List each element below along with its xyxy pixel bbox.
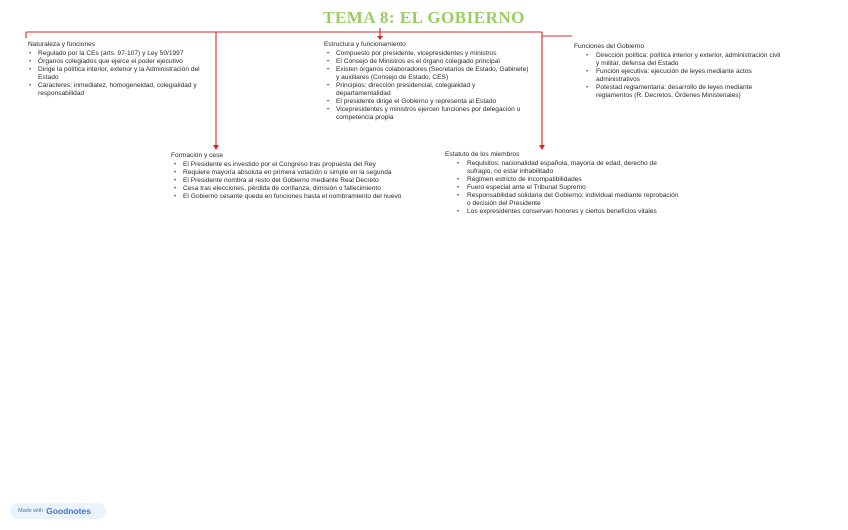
badge-prefix: Made with [18, 508, 44, 514]
item-list [171, 161, 426, 201]
list-item: • Régimen estricto de incompatibilidades [467, 176, 681, 184]
list-item: • El Presidente nombra al resto del Gobierno mediante Real Decreto [183, 177, 426, 185]
list-item: • Función ejecutiva: ejecución de leyes mediante actos administrativos [596, 68, 784, 84]
arrowhead-title [377, 36, 383, 40]
list-item: • Fuero especial ante el Tribunal Supremo [467, 184, 681, 192]
made-with-goodnotes-badge[interactable] [10, 503, 106, 519]
list-item: • Principios: dirección presidencial, colegialidad y departamentalidad [336, 82, 529, 98]
block-heading: Naturaleza y funciones [28, 41, 96, 48]
list-item: • El Presidente es investido por el Congreso tras propuesta del Rey [183, 161, 426, 169]
diagram-title: TEMA 8: EL GOBIERNO [323, 8, 525, 27]
arrowhead-formacion [213, 145, 219, 150]
list-item: • Existen órganos colaboradores (Secretarios de Estado, Gabinete) y auxiliares (Consejo de Estado, CES) [336, 66, 529, 82]
list-item: • El Consejo de Ministros es el órgano colegiado principal [336, 58, 529, 66]
list-item: • Requiere mayoría absoluta en primera votación o simple en la segunda [183, 169, 426, 177]
block-estatuto [445, 151, 681, 216]
block-heading: Estatuto de los miembros [445, 151, 520, 158]
goodnotes-logo-text: Goodnotes [46, 506, 91, 516]
list-item: • Compuesto por presidente, vicepresidentes y ministros [336, 50, 529, 58]
list-item: • Vicepresidentes y ministros ejercen funciones por delegación o competencia propia [336, 106, 529, 122]
list-item: • Cesa tras elecciones, pérdida de confianza, dimisión o fallecimiento [183, 185, 426, 193]
list-item: • El Gobierno cesante queda en funciones hasta el nombramiento del nuevo [183, 193, 426, 201]
list-item: • El presidente dirige el Gobierno y representa al Estado [336, 98, 529, 106]
item-list [324, 50, 529, 122]
block-heading: Formación y cese [171, 152, 224, 159]
block-funciones [574, 43, 784, 100]
list-item: • Dirige la política interior, exterior y la Administración del Estado [38, 66, 218, 82]
block-formacion [171, 152, 426, 201]
list-item: • Responsabilidad solidaria del Gobierno; individual mediante reprobación o decisión del Presidente [467, 192, 681, 208]
list-item: • Potestad reglamentaria: desarrollo de leyes mediante reglamentos (R. Decretos, Órdenes Ministeriales) [596, 84, 784, 100]
list-item: • Los expresidentes conservan honores y ciertos beneficios vitales [467, 208, 681, 216]
block-estructura [324, 41, 529, 122]
list-item: • Requisitos: nacionalidad española, mayoría de edad, derecho de sufragio, no estar inhabilitado [467, 160, 681, 176]
item-list [28, 50, 218, 98]
list-item: • Órganos colegiados que ejerce el poder ejecutivo [38, 58, 218, 66]
list-item: • Regulado por la CEs (arts. 97-107) y Ley 50/1997 [38, 50, 218, 58]
list-item: • Dirección política: política interior y exterior, administración civil y militar, defensa del Estado [596, 52, 784, 68]
item-list [574, 52, 784, 100]
block-heading: Funciones del Gobierno [574, 43, 645, 50]
block-naturaleza [28, 41, 218, 98]
item-list [445, 160, 681, 216]
arrowhead-estatuto [539, 145, 545, 150]
block-heading: Estructura y funcionamiento [324, 41, 406, 48]
list-item: • Caracteres: inmediatez, homogeneidad, colegialidad y responsabilidad [38, 82, 218, 98]
